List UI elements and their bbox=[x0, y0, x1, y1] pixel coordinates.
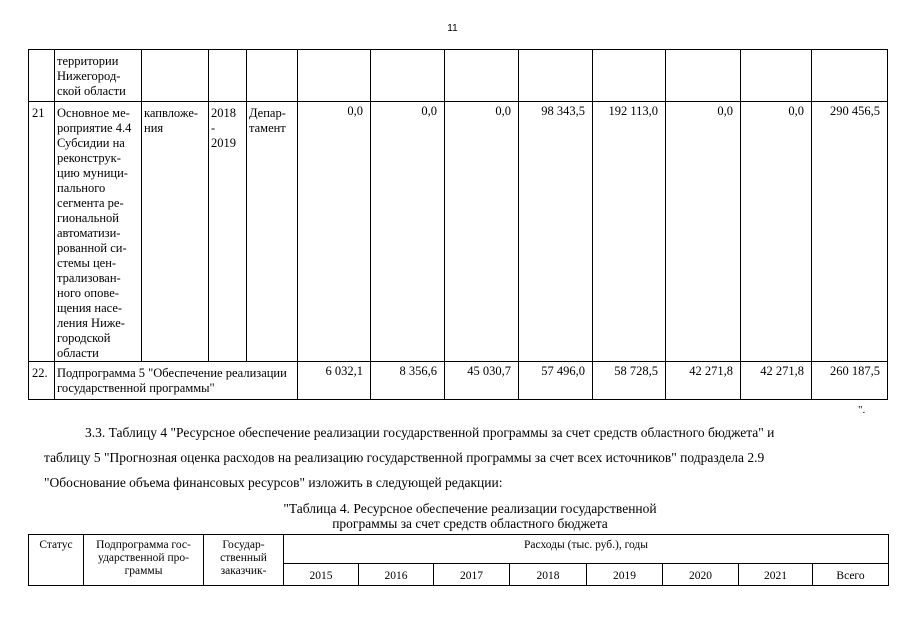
value-cell: 0,0 bbox=[298, 102, 371, 362]
value-cell: 8 356,6 bbox=[371, 362, 445, 400]
subprogram-header: Подпрограмма гос- ударственной про- граммы bbox=[84, 535, 204, 586]
paragraph-line: "Обоснование объема финансовых ресурсов" изложить в следующей редакции: bbox=[44, 475, 503, 490]
table-4-header bbox=[28, 534, 889, 586]
page-number: 11 bbox=[447, 23, 458, 34]
paragraph-line: таблицу 5 "Прогнозная оценка расходов на реализацию государственной программы за счет всех источников" подраздела 2.9 bbox=[44, 450, 765, 465]
value-cell: 57 496,0 bbox=[519, 362, 593, 400]
header-row bbox=[29, 535, 889, 564]
paragraph-line: 3.3. Таблицу 4 "Ресурсное обеспечение реализации государственной программы за счет средств областного бюджета" и bbox=[85, 425, 775, 440]
row-name-cell: Подпрограмма 5 "Обеспечение реализации государственной программы" bbox=[55, 362, 298, 400]
value-cell: 45 030,7 bbox=[445, 362, 519, 400]
row-number: 22. bbox=[29, 362, 55, 400]
value-cell: 290 456,5 bbox=[812, 102, 888, 362]
year-header: 2020 bbox=[663, 564, 739, 586]
table-caption: "Таблица 4. Ресурсное обеспечение реализации государственной программы за счет средств областного бюджета bbox=[283, 501, 657, 531]
value-cell: 192 113,0 bbox=[593, 102, 666, 362]
value-cell: 58 728,5 bbox=[593, 362, 666, 400]
row-number: 21 bbox=[29, 102, 55, 362]
year-header: 2019 bbox=[587, 564, 663, 586]
expense-type-cell: капвложе- ния bbox=[142, 102, 209, 362]
value-cell: 98 343,5 bbox=[519, 102, 593, 362]
value-cell: 260 187,5 bbox=[812, 362, 888, 400]
customer-header: Государ- ственный заказчик- bbox=[204, 535, 284, 586]
years-cell: 2018 - 2019 bbox=[209, 102, 247, 362]
total-header: Всего bbox=[813, 564, 889, 586]
value-cell: 0,0 bbox=[666, 102, 741, 362]
budget-table-continued bbox=[28, 49, 888, 400]
value-cell: 0,0 bbox=[371, 102, 445, 362]
year-header: 2016 bbox=[359, 564, 434, 586]
expenses-header: Расходы (тыс. руб.), годы bbox=[284, 535, 889, 564]
year-header: 2021 bbox=[739, 564, 813, 586]
executor-cell: Депар- тамент bbox=[247, 102, 298, 362]
table-row-21 bbox=[29, 102, 888, 362]
year-header: 2015 bbox=[284, 564, 359, 586]
value-cell: 42 271,8 bbox=[666, 362, 741, 400]
closing-quote: ". bbox=[858, 404, 866, 416]
row-name-cell: территории Нижегород- ской области bbox=[55, 50, 142, 102]
value-cell: 0,0 bbox=[445, 102, 519, 362]
value-cell: 42 271,8 bbox=[741, 362, 812, 400]
status-header: Статус bbox=[29, 535, 84, 586]
row-name-cell: Основное ме- роприятие 4.4 Субсидии на реконструк- цию муници- пального сегмента ре- гиональной автоматизи- рованной си- стемы цен- трализован- ного оповe- щения насе- ления Ниже- городской области bbox=[55, 102, 142, 362]
year-header: 2017 bbox=[434, 564, 510, 586]
value-cell: 0,0 bbox=[741, 102, 812, 362]
table-row-22 bbox=[29, 362, 888, 400]
year-header: 2018 bbox=[510, 564, 587, 586]
value-cell: 6 032,1 bbox=[298, 362, 371, 400]
table-row-continued bbox=[29, 50, 888, 102]
